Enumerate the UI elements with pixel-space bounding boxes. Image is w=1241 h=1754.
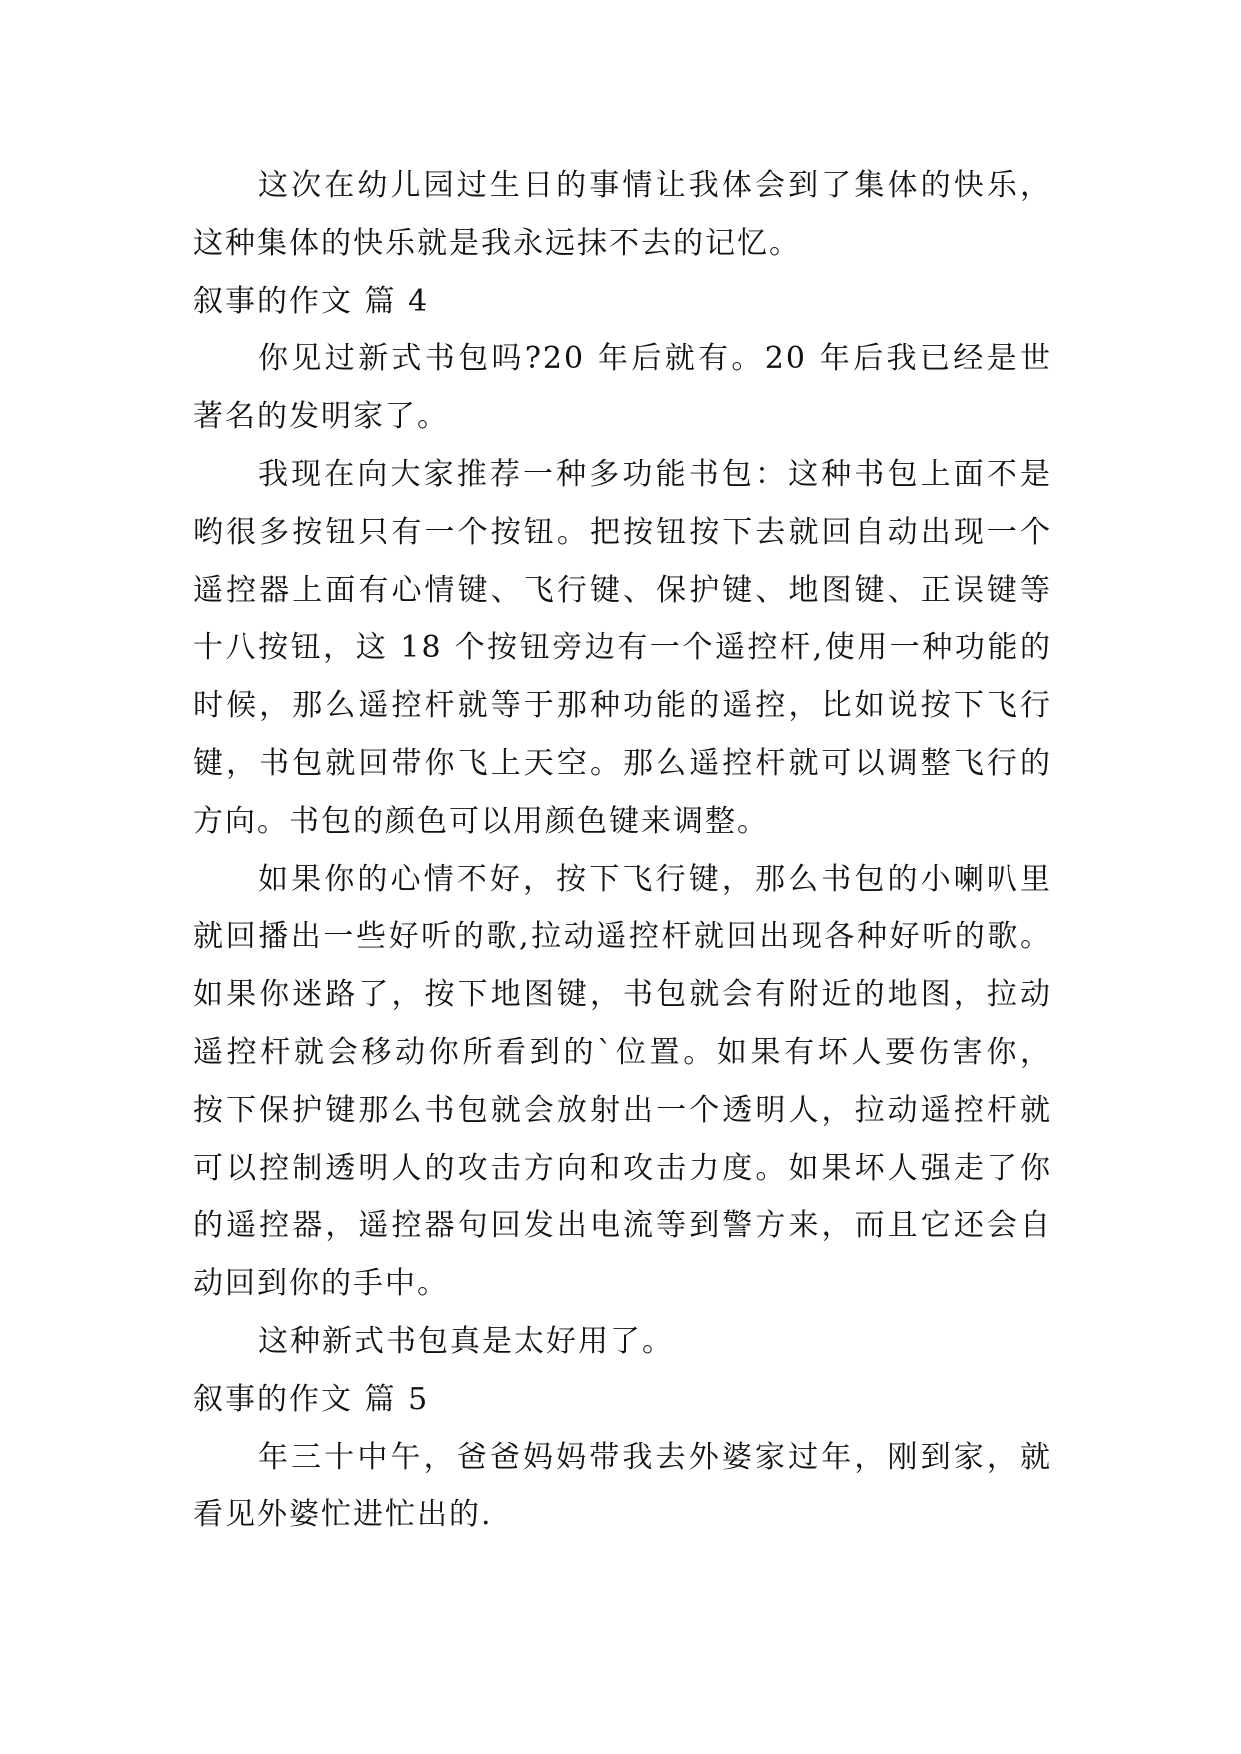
paragraph <box>193 157 1052 273</box>
text-line: 的遥控器，遥控器句回发出电流等到警方来，而且它还会自 <box>193 1208 1052 1244</box>
text-line: 时候，那么遥控杆就等于那种功能的遥控，比如说按下飞行 <box>193 688 1052 724</box>
text-line: 年三十中午，爸爸妈妈带我去外婆家过年，刚到家，就 <box>258 1439 1052 1475</box>
paragraph <box>193 330 1052 446</box>
paragraph <box>193 851 1052 1313</box>
text-line: 我现在向大家推荐一种多功能书包：这种书包上面不是 <box>258 456 1052 492</box>
text-line: 如果你的心情不好，按下飞行键，那么书包的小喇叭里 <box>258 861 1052 897</box>
text-line: 这种新式书包真是太好用了。 <box>258 1323 674 1359</box>
text-line: 哟很多按钮只有一个按钮。把按钮按下去就回自动出现一个 <box>193 514 1052 550</box>
text-line: 就回播出一些好听的歌,拉动遥控杆就回出现各种好听的歌。 <box>193 919 1052 955</box>
section-heading: 叙事的作文 篇 4 <box>193 283 430 319</box>
text-line: 动回到你的手中。 <box>193 1266 449 1302</box>
text-line: 这种集体的快乐就是我永远抹不去的记忆。 <box>193 225 801 261</box>
text-line: 方向。书包的颜色可以用颜色键来调整。 <box>193 803 769 839</box>
text-line: 你见过新式书包吗?20 年后就有。20 年后我已经是世 <box>258 341 1052 377</box>
text-line: 如果你迷路了，按下地图键，书包就会有附近的地图，拉动 <box>193 977 1052 1013</box>
section-heading: 叙事的作文 篇 5 <box>193 1381 430 1417</box>
text-line: 按下保护键那么书包就会放射出一个透明人，拉动遥控杆就 <box>193 1092 1052 1128</box>
paragraph <box>193 1429 1052 1545</box>
text-line: 遥控器上面有心情键、飞行键、保护键、地图键、正误键等 <box>193 572 1052 608</box>
text-line: 看见外婆忙进忙出的. <box>193 1497 493 1533</box>
text-line: 这次在幼儿园过生日的事情让我体会到了集体的快乐， <box>258 168 1052 203</box>
paragraph <box>193 1313 1052 1371</box>
text-line: 十八按钮，这 18 个按钮旁边有一个遥控杆,使用一种功能的 <box>193 630 1052 666</box>
text-line: 可以控制透明人的攻击方向和攻击力度。如果坏人强走了你 <box>193 1150 1052 1186</box>
text-line: 著名的发明家了。 <box>193 399 449 435</box>
paragraph <box>193 446 1052 851</box>
document-body <box>193 157 1052 1544</box>
text-line: 键，书包就回带你飞上天空。那么遥控杆就可以调整飞行的 <box>193 745 1052 781</box>
text-line: 遥控杆就会移动你所看到的`位置。如果有坏人要伤害你， <box>193 1034 1052 1070</box>
